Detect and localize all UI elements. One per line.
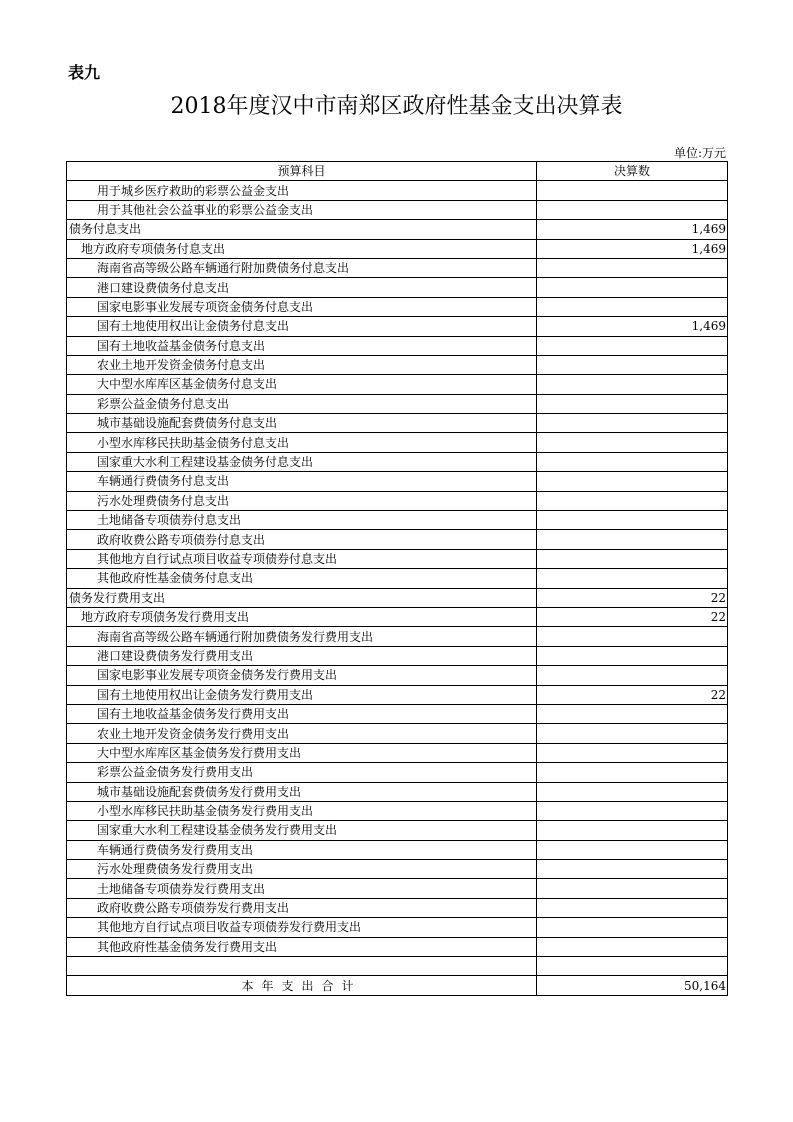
table-row: [67, 433, 728, 452]
row-value: [537, 549, 728, 568]
table-row: [67, 918, 728, 937]
row-value: [537, 452, 728, 471]
row-label: 其他政府性基金债务付息支出: [67, 569, 537, 588]
row-label: 彩票公益金债务发行费用支出: [67, 763, 537, 782]
table-row: [67, 801, 728, 820]
row-label: 用于其他社会公益事业的彩票公益金支出: [67, 200, 537, 219]
table-row: [67, 607, 728, 626]
table-row: [67, 336, 728, 355]
table-row: [67, 278, 728, 297]
row-value: [537, 898, 728, 917]
row-value: [537, 918, 728, 937]
row-label: 国家电影事业发展专项资金债务付息支出: [67, 297, 537, 316]
row-value: [537, 646, 728, 665]
row-value: [537, 297, 728, 316]
row-label: 土地储备专项债券发行费用支出: [67, 879, 537, 898]
row-label: 用于城乡医疗救助的彩票公益金支出: [67, 181, 537, 200]
row-value: [537, 860, 728, 879]
row-value: [537, 433, 728, 452]
table-row: [67, 782, 728, 801]
row-label: 国有土地收益基金债务付息支出: [67, 336, 537, 355]
row-label: 城市基础设施配套费债务发行费用支出: [67, 782, 537, 801]
row-value: [537, 937, 728, 956]
table-row: [67, 297, 728, 316]
row-label: 国家电影事业发展专项资金债务发行费用支出: [67, 666, 537, 685]
total-label: 本年支出合计: [67, 976, 537, 995]
row-value: [537, 336, 728, 355]
row-label: 地方政府专项债务发行费用支出: [67, 607, 537, 626]
row-value: [537, 414, 728, 433]
row-label: 农业土地开发资金债务发行费用支出: [67, 724, 537, 743]
table-row: [67, 957, 728, 976]
header-amount: 决算数: [537, 162, 728, 181]
row-label: 城市基础设施配套费债务付息支出: [67, 414, 537, 433]
unit-label: 单位:万元: [673, 146, 726, 160]
row-value: 1,469: [537, 239, 728, 258]
row-label: 海南省高等级公路车辆通行附加费债务发行费用支出: [67, 627, 537, 646]
table-row: [67, 394, 728, 413]
page-title: 2018年度汉中市南郑区政府性基金支出决算表: [170, 94, 623, 119]
row-label: 其他地方自行试点项目收益专项债券付息支出: [67, 549, 537, 568]
table-row: [67, 355, 728, 374]
row-label: 其他政府性基金债务发行费用支出: [67, 937, 537, 956]
row-label: 小型水库移民扶助基金债务付息支出: [67, 433, 537, 452]
table-row: [67, 860, 728, 879]
row-label: 政府收费公路专项债券发行费用支出: [67, 898, 537, 917]
row-value: [537, 879, 728, 898]
table-row: [67, 375, 728, 394]
row-value: [537, 355, 728, 374]
table-row: [67, 220, 728, 239]
total-row: [67, 976, 728, 995]
table-row: [67, 685, 728, 704]
row-label: 国有土地使用权出让金债务发行费用支出: [67, 685, 537, 704]
table-row: [67, 549, 728, 568]
budget-table: [66, 161, 728, 996]
row-value: [537, 394, 728, 413]
table-row: [67, 530, 728, 549]
row-value: [537, 627, 728, 646]
row-label: 海南省高等级公路车辆通行附加费债务付息支出: [67, 258, 537, 277]
row-label: 债务付息支出: [67, 220, 537, 239]
row-value: 22: [537, 685, 728, 704]
table-row: [67, 821, 728, 840]
row-label: 国有土地使用权出让金债务付息支出: [67, 317, 537, 336]
row-value: [537, 511, 728, 530]
table-row: [67, 666, 728, 685]
table-row: [67, 491, 728, 510]
table-row: [67, 200, 728, 219]
row-value: [537, 840, 728, 859]
table-row: [67, 472, 728, 491]
row-value: 22: [537, 588, 728, 607]
table-body: [67, 181, 728, 976]
row-value: [537, 821, 728, 840]
row-label: 大中型水库库区基金债务付息支出: [67, 375, 537, 394]
row-value: [537, 258, 728, 277]
row-label: 车辆通行费债务付息支出: [67, 472, 537, 491]
table-row: [67, 569, 728, 588]
row-value: [537, 743, 728, 762]
table-row: [67, 724, 728, 743]
row-value: [537, 491, 728, 510]
row-label: 政府收费公路专项债券付息支出: [67, 530, 537, 549]
table-row: [67, 743, 728, 762]
row-value: [537, 530, 728, 549]
row-value: [537, 724, 728, 743]
table-row: [67, 879, 728, 898]
table-row: [67, 181, 728, 200]
row-value: [537, 181, 728, 200]
table-number: 表九: [68, 63, 101, 82]
table-row: [67, 704, 728, 723]
table-header-row: [67, 162, 728, 181]
row-label: 小型水库移民扶助基金债务发行费用支出: [67, 801, 537, 820]
row-label: 债务发行费用支出: [67, 588, 537, 607]
row-label: 污水处理费债务发行费用支出: [67, 860, 537, 879]
row-value: [537, 704, 728, 723]
row-value: [537, 801, 728, 820]
row-label: 国家重大水利工程建设基金债务发行费用支出: [67, 821, 537, 840]
row-label: 港口建设费债务发行费用支出: [67, 646, 537, 665]
row-value: [537, 763, 728, 782]
row-label: 土地储备专项债券付息支出: [67, 511, 537, 530]
row-value: 1,469: [537, 317, 728, 336]
row-value: [537, 472, 728, 491]
row-value: [537, 278, 728, 297]
row-label: 港口建设费债务付息支出: [67, 278, 537, 297]
row-label: 大中型水库库区基金债务发行费用支出: [67, 743, 537, 762]
row-label: 地方政府专项债务付息支出: [67, 239, 537, 258]
row-value: [537, 375, 728, 394]
table-row: [67, 840, 728, 859]
table-row: [67, 511, 728, 530]
table-row: [67, 898, 728, 917]
table-row: [67, 588, 728, 607]
table-row: [67, 646, 728, 665]
row-value: 22: [537, 607, 728, 626]
row-value: [537, 957, 728, 976]
table-row: [67, 317, 728, 336]
row-label: [67, 957, 537, 976]
header-item: 预算科目: [67, 162, 537, 181]
row-label: 彩票公益金债务付息支出: [67, 394, 537, 413]
table-row: [67, 763, 728, 782]
row-value: [537, 782, 728, 801]
table-row: [67, 258, 728, 277]
row-label: 车辆通行费债务发行费用支出: [67, 840, 537, 859]
row-label: 国家重大水利工程建设基金债务付息支出: [67, 452, 537, 471]
row-value: [537, 200, 728, 219]
row-label: 其他地方自行试点项目收益专项债券发行费用支出: [67, 918, 537, 937]
row-label: 国有土地收益基金债务发行费用支出: [67, 704, 537, 723]
row-value: [537, 666, 728, 685]
table-row: [67, 452, 728, 471]
row-value: 1,469: [537, 220, 728, 239]
total-value: 50,164: [537, 976, 728, 995]
row-value: [537, 569, 728, 588]
table-row: [67, 627, 728, 646]
table-row: [67, 414, 728, 433]
table-row: [67, 937, 728, 956]
row-label: 污水处理费债务付息支出: [67, 491, 537, 510]
table-row: [67, 239, 728, 258]
row-label: 农业土地开发资金债务付息支出: [67, 355, 537, 374]
